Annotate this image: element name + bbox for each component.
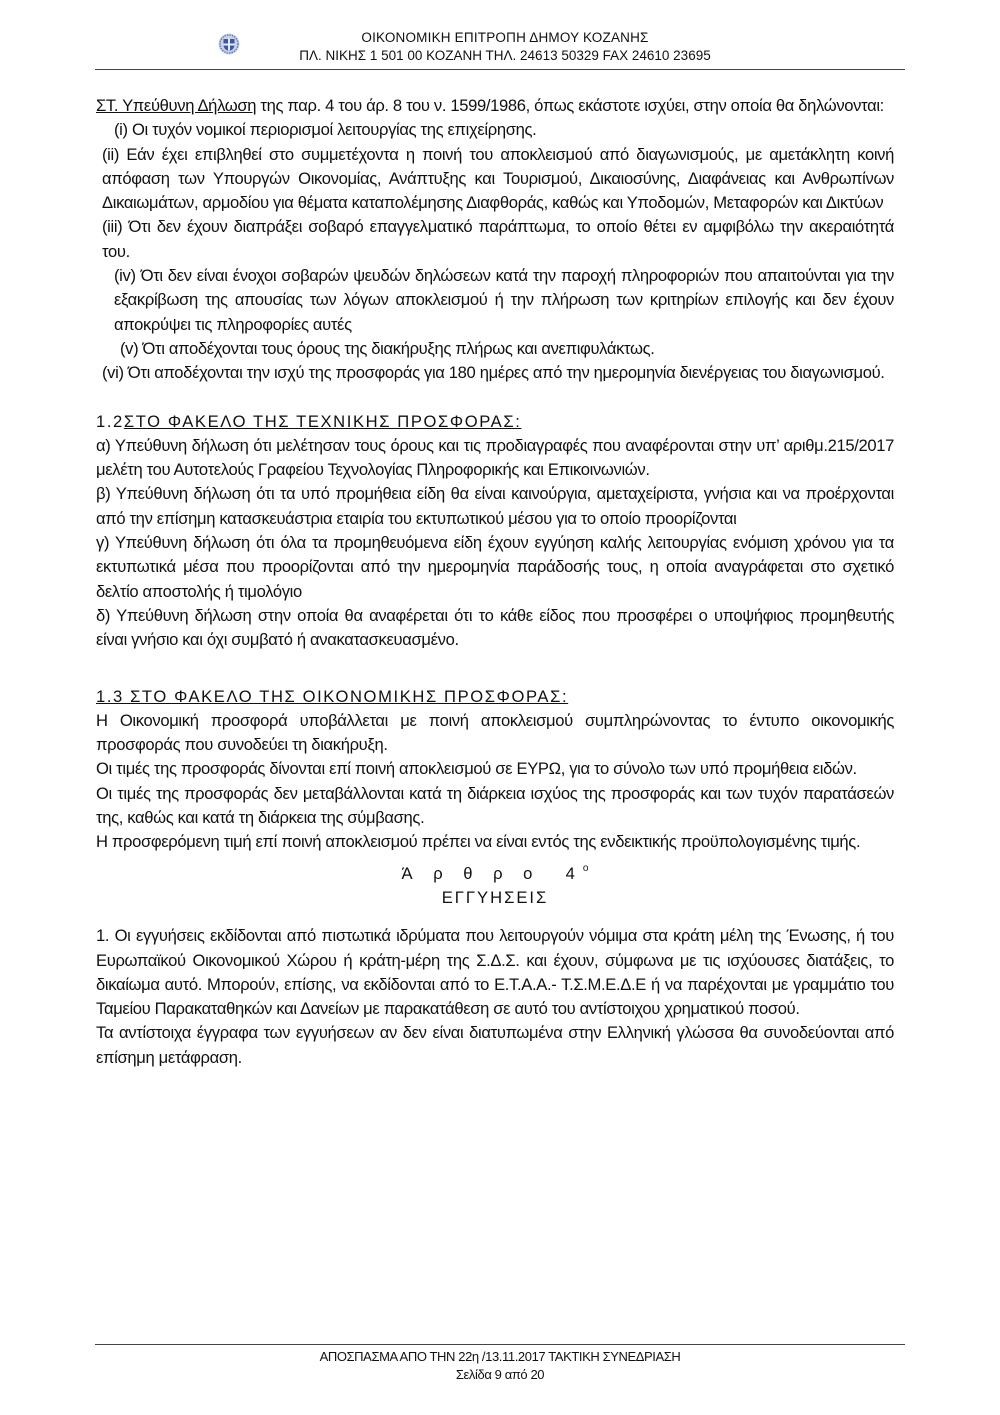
section-st-item-i: (i) Οι τυχόν νομικοί περιορισμοί λειτουργίας της επιχείρησης. xyxy=(114,120,537,140)
section-1-2-heading xyxy=(96,410,894,434)
spacer xyxy=(96,653,894,685)
section-1-3-paragraph: Οι τιμές της προσφοράς δίνονται επί ποινή αποκλεισμού σε ΕΥΡΩ, για το σύνολο των υπό προμήθεια ειδών. xyxy=(96,759,857,779)
article-label: Ά ρ θ ρ ο xyxy=(401,863,541,883)
footer-page-number: Σελίδα 9 από 20 xyxy=(455,1367,545,1382)
document-body xyxy=(96,94,894,1070)
header-contact-info: ΠΛ. ΝΙΚΗΣ 1 501 00 ΚΟΖΑΝΗ ΤΗΛ. 24613 50329 FAX 24610 23695 xyxy=(299,48,711,63)
section-st-item-v: (v) Ότι αποδέχονται τους όρους της διακήρυξης πλήρως και ανεπιφυλάκτως. xyxy=(120,338,655,358)
footer-divider xyxy=(95,1344,905,1345)
section-st-intro xyxy=(96,94,894,118)
article-title: ΕΓΓΥΗΣΕΙΣ xyxy=(441,887,549,907)
article-number: 4 xyxy=(565,863,583,883)
section-1-3-paragraph: Οι τιμές της προσφοράς δεν μεταβάλλονται κατά τη διάρκεια ισχύος της προσφοράς και των τυχόν παρατάσεών της, καθώς και κατά τη διάρκεια της σύμβασης. xyxy=(96,783,894,828)
section-1-2-item-b: β) Υπεύθυνη δήλωση ότι τα υπό προμήθεια είδη θα είναι καινούργια, αμεταχείριστα, γνήσια και να προέρχονται από την επίσημη κατασκευάστρια εταιρία του εκτυπωτικού μέσου για το οποίο προορίζονται xyxy=(96,484,894,528)
section-1-3-paragraph: Η προσφερόμενη τιμή επί ποινή αποκλεισμού πρέπει να είναι εντός της ενδεικτικής προϋπολογισμένης τιμής. xyxy=(96,832,861,852)
section-st-item-iv: (iv) Ότι δεν είναι ένοχοι σοβαρών ψευδών δηλώσεων κατά την παροχή πληροφοριών που απαιτούνται για την εξακρίβωση της απουσίας των λόγων αποκλεισμού ή την πλήρωση των κριτηρίων επιλογής και δεν έχουν αποκρύψει τις πληροφορίες αυτές xyxy=(114,266,894,334)
article-paragraph: 1. Οι εγγυήσεις εκδίδονται από πιστωτικά ιδρύματα που λειτουργούν νόμιμα στα κράτη μέλη της Ένωσης, ή του Ευρωπαϊκού Οικονομικού Χώρου ή κράτη-μέρη της Σ.Δ.Σ. και έχουν, σύμφωνα με τις ισχύουσες διατάξεις, το δικαίωμα αυτό. Μπορούν, επίσης, να εκδίδονται από το Ε.Τ.Α.Α.- Τ.Σ.Μ.Ε.Δ.Ε ή να παρέχονται με γραμμάτιο του Ταμείου Παρακαταθηκών και Δανείων με παρακατάθεση σε αυτό του αντίστοιχου χρηματικού ποσού. xyxy=(96,926,894,1019)
article-ordinal: ο xyxy=(582,862,589,874)
section-1-3-paragraph: Η Οικονομική προσφορά υποβάλλεται με ποινή αποκλεισμού συμπληρώνοντας το έντυπο οικονομικής προσφοράς που συνοδεύει τη διακήρυξη. xyxy=(96,710,894,755)
section-st-intro-text: της παρ. 4 του άρ. 8 του ν. 1599/1986, όπως εκάστοτε ισχύει, στην οποία θα δηλώνονται: xyxy=(256,96,884,115)
section-1-3-heading: 1.3 ΣΤΟ ΦΑΚΕΛΟ ΤΗΣ ΟΙΚΟΝΟΜΙΚΗΣ ΠΡΟΣΦΟΡΑΣ: xyxy=(96,686,569,706)
section-st-item-iii: (iii) Ότι δεν έχουν διαπράξει σοβαρό επαγγελματικό παράπτωμα, το οποίο θέτει εν αμφιβόλω την ακεραιότητά του. xyxy=(102,217,894,261)
header-organization-name: ΟΙΚΟΝΟΜΙΚΗ ΕΠΙΤΡΟΠΗ ΔΗΜΟΥ ΚΟΖΑΝΗΣ xyxy=(361,30,649,45)
article-paragraph: Τα αντίστοιχα έγγραφα των εγγυήσεων αν δεν είναι διατυπωμένα στην Ελληνική γλώσσα θα συνοδεύονται από επίσημη μετάφραση. xyxy=(96,1023,894,1067)
section-st-label: ΣΤ. Υπεύθυνη Δήλωση xyxy=(96,96,257,115)
spacer xyxy=(96,386,894,410)
header-divider xyxy=(95,69,905,70)
section-1-2-item-d: δ) Υπεύθυνη δήλωση στην οποία θα αναφέρεται ότι το κάθε είδος που προσφέρει ο υποψήφιος προμηθευτής είναι γνήσιο και όχι συμβατό ή ανακατασκευασμένο. xyxy=(96,605,894,650)
footer-meeting-info: ΑΠΟΣΠΑΣΜΑ ΑΠΟ ΤΗΝ 22η /13.11.2017 ΤΑΚΤΙΚΗ ΣΥΝΕΔΡΙΑΣΗ xyxy=(319,1349,681,1364)
section-1-2-item-a: α) Υπεύθυνη δήλωση ότι μελέτησαν τους όρους και τις προδιαγραφές που αναφέρονται στην υπ’ αριθμ.215/2017 μελέτη του Αυτοτελούς Γραφείου Τεχνολογίας Πληροφορικής και Επικοινωνιών. xyxy=(96,435,894,480)
section-st-item-vi: (vi) Ότι αποδέχονται την ισχύ της προσφοράς για 180 ημέρες από την ημερομηνία διενέργειας του διαγωνισμού. xyxy=(102,363,885,383)
section-1-2-item-c: γ) Υπεύθυνη δήλωση ότι όλα τα προμηθευόμενα είδη έχουν εγγύηση καλής λειτουργίας ενόμιση χρόνου για τα εκτυπωτικά μέσα που προορίζονται από την ημερομηνία παράδοσής τους, η οποία αναγράφεται στο σχετικό δελτίο αποστολής ή τιμολόγιο xyxy=(96,533,894,601)
page-header xyxy=(95,0,905,70)
section-1-2-number: 1.2 xyxy=(96,411,124,431)
section-1-2-title: ΣΤΟ ΦΑΚΕΛΟ ΤΗΣ ΤΕΧΝΙΚΗΣ ΠΡΟΣΦΟΡΑΣ: xyxy=(123,411,522,431)
section-st-item-ii: (ii) Εάν έχει επιβληθεί στο συμμετέχοντα η ποινή του αποκλεισμού από διαγωνισμούς, με αμετάκλητη κοινή απόφαση των Υπουργών Οικονομίας, Ανάπτυξης και Τουρισμού, Δικαιοσύνης, Διαφάνειας και Ανθρωπίνων Δικαιωμάτων, αρμοδίου για θέματα καταπολέμησης Διαφθοράς, καθώς και Υποδομών, Μεταφορών και Δικτύων xyxy=(102,144,894,213)
article-heading xyxy=(96,857,894,886)
